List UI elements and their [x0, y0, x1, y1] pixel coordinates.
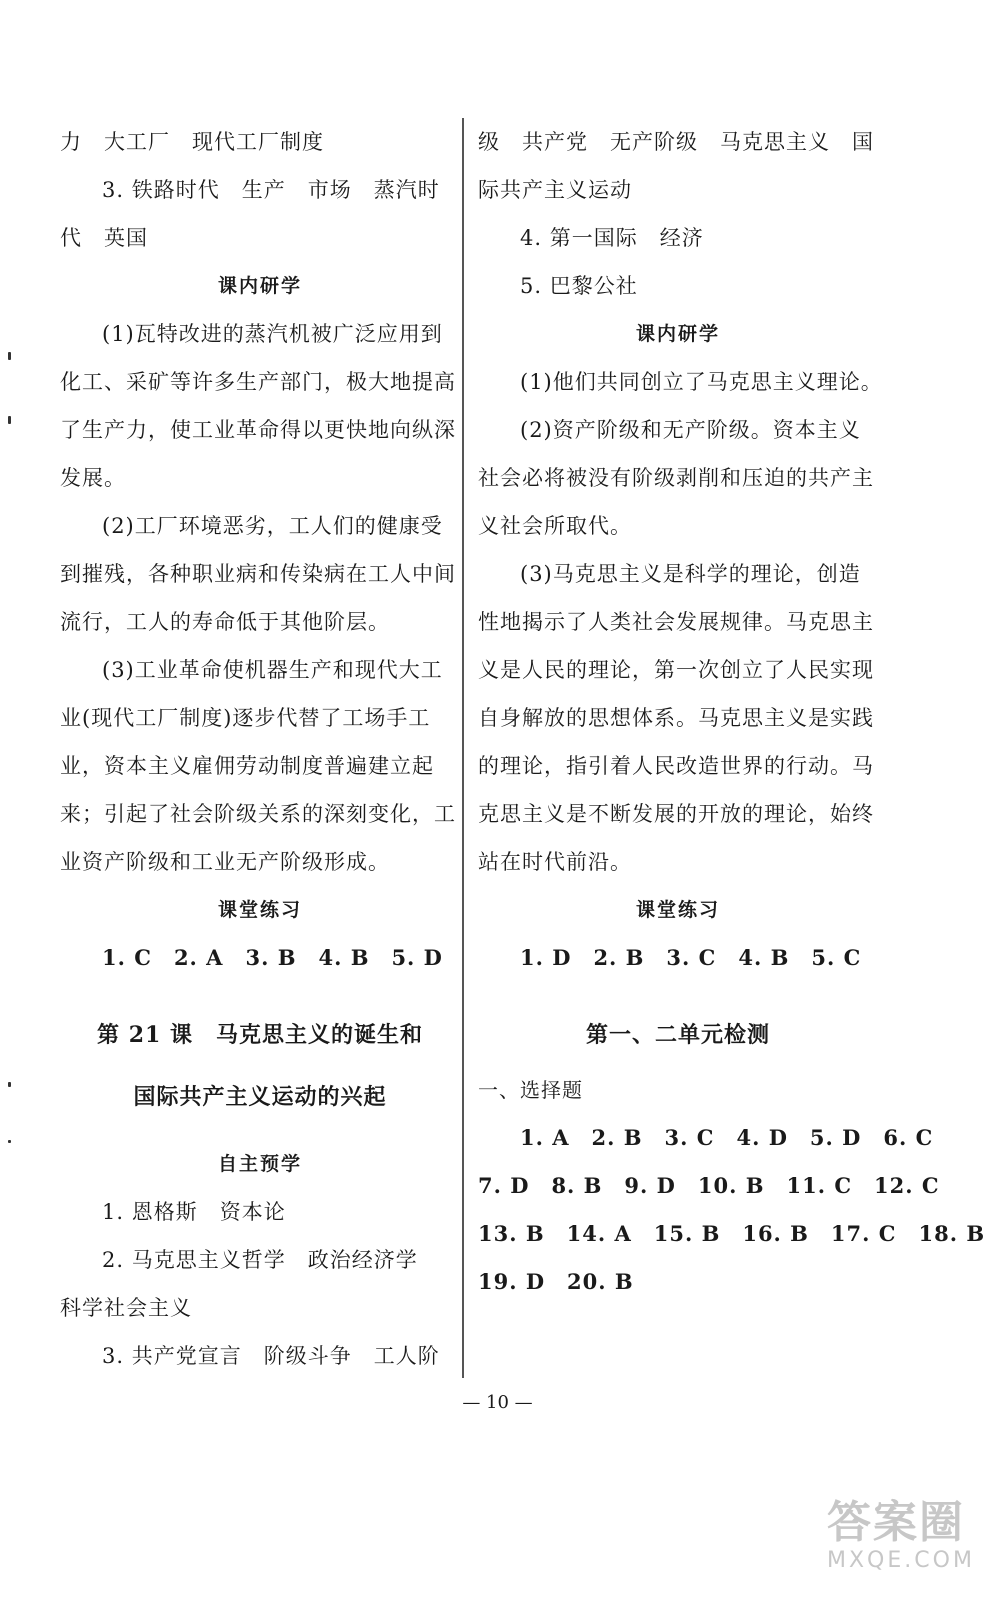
text-line: (2)资产阶级和无产阶级。资本主义	[520, 418, 861, 442]
text-line: 业资产阶级和工业无产阶级形成。	[60, 850, 390, 874]
text-line: (1)他们共同创立了马克思主义理论。	[520, 370, 883, 394]
section-heading: 课内研学	[217, 275, 302, 297]
text-line: 3. 铁路时代 生产 市场 蒸汽时	[102, 178, 440, 202]
text-line: 流行，工人的寿命低于其他阶层。	[60, 610, 390, 634]
text-line: 了生产力，使工业革命得以更快地向纵深	[60, 418, 456, 442]
watermark-url: MXQE.COM	[827, 1548, 975, 1573]
spacer	[478, 982, 878, 1004]
text-line: 义是人民的理论，第一次创立了人民实现	[478, 658, 874, 682]
answer-row: 13. B 14. A 15. B 16. B 17. C 18. B	[478, 1221, 986, 1246]
text-line: 义社会所取代。	[478, 514, 632, 538]
spacer	[60, 1128, 460, 1140]
text-line: 站在时代前沿。	[478, 850, 632, 874]
text-line: (3)工业革命使机器生产和现代大工	[102, 658, 443, 682]
choice-answers	[478, 1114, 986, 1306]
text-line: 自身解放的思想体系。马克思主义是实践	[478, 706, 874, 730]
text-line: 的理论，指引着人民改造世界的行动。马	[478, 754, 874, 778]
right-column	[478, 118, 986, 1306]
answer-row: 1. A 2. B 3. C 4. D 5. D 6. C	[520, 1125, 934, 1150]
text-line: 到摧残，各种职业病和传染病在工人中间	[60, 562, 456, 586]
section-heading: 课堂练习	[635, 899, 720, 921]
answer-row: 19. D 20. B	[478, 1269, 634, 1294]
left-lines-2	[60, 1140, 460, 1380]
chapter-title-line-1: 第 21 课 马克思主义的诞生和	[97, 1022, 423, 1048]
section-heading: 课内研学	[635, 323, 720, 345]
column-divider	[462, 118, 464, 1378]
text-line: 代 英国	[60, 226, 148, 250]
right-lines	[478, 118, 883, 982]
scan-speck	[8, 1140, 11, 1143]
scan-speck	[8, 1082, 11, 1087]
text-line: 3. 共产党宣言 阶级斗争 工人阶	[102, 1344, 440, 1368]
text-line: 1. 恩格斯 资本论	[102, 1200, 286, 1224]
text-line: 化工、采矿等许多生产部门，极大地提高	[60, 370, 456, 394]
left-lines	[60, 118, 460, 982]
text-line: 际共产主义运动	[478, 178, 632, 202]
section-subtitle: 一、选择题	[478, 1078, 583, 1102]
unit-test-title: 第一、二单元检测	[585, 1022, 770, 1048]
text-line: 力 大工厂 现代工厂制度	[60, 130, 324, 154]
page-number: — 10 —	[462, 1392, 533, 1413]
section-heading: 自主预学	[217, 1153, 302, 1175]
text-line: 业(现代工厂制度)逐步代替了工场手工	[60, 706, 431, 730]
text-line: (1)瓦特改进的蒸汽机被广泛应用到	[102, 322, 443, 346]
chapter-title-line-2: 国际共产主义运动的兴起	[133, 1084, 387, 1110]
left-column	[60, 118, 460, 1380]
text-line: 级 共产党 无产阶级 马克思主义 国	[478, 130, 874, 154]
text-line: (2)工厂环境恶劣，工人们的健康受	[102, 514, 443, 538]
answer-line: 1. C 2. A 3. B 4. B 5. D	[102, 945, 443, 970]
text-line: 5. 巴黎公社	[520, 274, 638, 298]
text-line: 克思主义是不断发展的开放的理论，始终	[478, 802, 874, 826]
watermark-text: 答案圈	[827, 1497, 965, 1548]
text-line: 2. 马克思主义哲学 政治经济学	[102, 1248, 418, 1272]
text-line: (3)马克思主义是科学的理论，创造	[520, 562, 861, 586]
scan-speck	[8, 352, 11, 360]
text-line: 4. 第一国际 经济	[520, 226, 704, 250]
section-heading: 课堂练习	[217, 899, 302, 921]
answer-line: 1. D 2. B 3. C 4. B 5. C	[520, 945, 862, 970]
spacer	[60, 982, 460, 1004]
text-line: 来；引起了社会阶级关系的深刻变化，工	[60, 802, 456, 826]
text-line: 业，资本主义雇佣劳动制度普遍建立起	[60, 754, 434, 778]
answer-row: 7. D 8. B 9. D 10. B 11. C 12. C	[478, 1173, 940, 1198]
text-line: 科学社会主义	[60, 1296, 192, 1320]
text-line: 发展。	[60, 466, 126, 490]
scan-speck	[8, 416, 11, 424]
watermark-logo	[827, 1498, 977, 1578]
text-line: 性地揭示了人类社会发展规律。马克思主	[478, 610, 874, 634]
text-line: 社会必将被没有阶级剥削和压迫的共产主	[478, 466, 874, 490]
